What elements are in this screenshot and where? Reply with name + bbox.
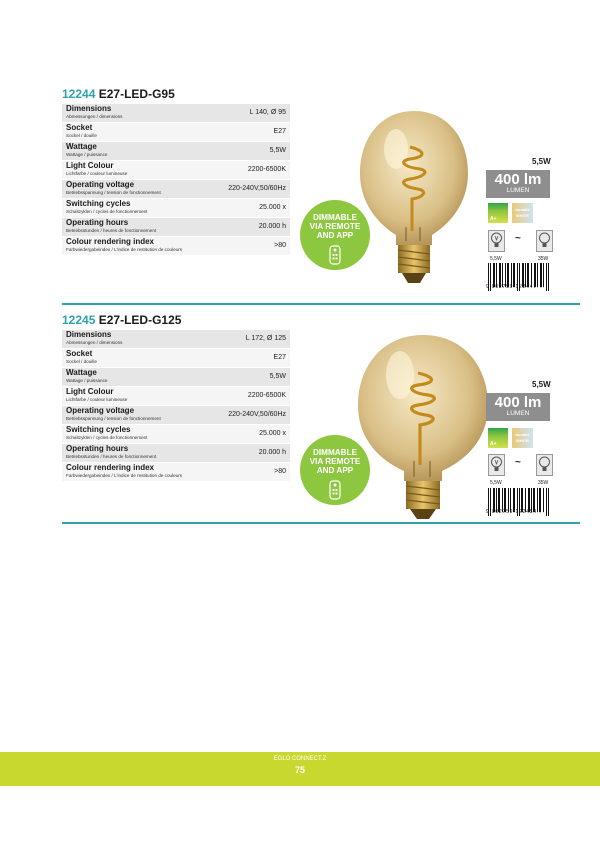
spec-value: E27: [273, 128, 286, 135]
spec-value: 220-240V,50/60Hz: [228, 185, 286, 192]
spec-label: Socket: [66, 123, 93, 132]
spec-row-cri: [62, 237, 290, 256]
approx-sign-icon: ~: [515, 457, 521, 468]
product-name: E27-LED-G95: [98, 87, 175, 101]
spec-row-wattage: [62, 368, 290, 387]
spec-sublabel: Farbwiedergabeindex / L'indice de restitution de couleurs: [66, 247, 183, 252]
spec-sublabel: Lichtfarbe / couleur lumineuse: [66, 397, 128, 402]
spec-label: Switching cycles: [66, 199, 131, 208]
spec-sublabel: Schaltzyklen / cycles de fonctionnement: [66, 209, 148, 214]
remote-control-icon: [327, 480, 343, 500]
page-footer: [0, 752, 600, 786]
spec-row-operating-voltage: [62, 180, 290, 199]
badge-line: AND APP: [316, 466, 354, 475]
spec-row-switching-cycles: [62, 425, 290, 444]
lumen-label: LUMEN: [506, 410, 530, 417]
spec-value: 25.000 x: [259, 430, 286, 437]
spec-row-dimensions: [62, 104, 290, 123]
spec-label: Wattage: [66, 368, 97, 377]
lumen-label: LUMEN: [506, 187, 530, 194]
spec-row-socket: [62, 349, 290, 368]
page-number: 75: [294, 765, 305, 775]
spec-value: 2200-6500K: [247, 166, 286, 173]
barcode-number: 9 002759 122447: [486, 284, 537, 290]
product-title: [62, 313, 181, 327]
product-number: 12244: [62, 87, 96, 101]
spec-sublabel: Wattage / puissance: [66, 378, 108, 383]
badge-line: DIMMABLE: [312, 213, 358, 222]
bulb-g125-image: [354, 329, 492, 521]
tunable-label: WHITE: [516, 213, 529, 218]
product-name: E27-LED-G125: [98, 313, 182, 327]
tunable-label: WHITE: [516, 438, 529, 443]
spec-value: E27: [273, 354, 286, 361]
spec-label: Socket: [66, 349, 93, 358]
spec-label: Operating voltage: [66, 406, 135, 415]
badge-line: DIMMABLE: [312, 448, 358, 457]
badge-line: AND APP: [316, 231, 354, 240]
spec-sublabel: Wattage / puissance: [66, 152, 108, 157]
spec-label: Dimensions: [66, 104, 112, 113]
remote-control-icon: [327, 245, 343, 265]
lumen-value: 400 lm: [494, 394, 542, 411]
dimmable-badge: [300, 200, 370, 270]
spec-value: 20.000 h: [258, 223, 286, 230]
spec-label: Switching cycles: [66, 425, 131, 434]
spec-label: Operating hours: [66, 444, 129, 453]
spec-value: L 140, Ø 95: [249, 109, 286, 116]
spec-sublabel: Abmessungen / dimensions: [66, 114, 123, 119]
spec-value: >80: [274, 468, 286, 475]
compare-led-watt: 5,5W: [490, 256, 502, 262]
tunable-white-icon: [512, 428, 533, 448]
product-title: [62, 87, 175, 101]
spec-label: Dimensions: [66, 330, 112, 339]
spec-table: [62, 330, 290, 482]
product-section-12244: [62, 87, 580, 307]
spec-sublabel: Sockel / douille: [66, 359, 97, 364]
spec-row-operating-voltage: [62, 406, 290, 425]
spec-value: >80: [274, 242, 286, 249]
barcode-number: 9 002759 122454: [486, 509, 537, 515]
wattage-label: 5,5W: [532, 380, 551, 389]
led-bulb-icon: [488, 454, 505, 476]
spec-value: 220-240V,50/60Hz: [228, 411, 286, 418]
spec-row-light-colour: [62, 387, 290, 406]
tunable-label: tunable: [515, 432, 530, 437]
compare-incandescent-watt: 35W: [538, 256, 549, 262]
spec-sublabel: Betriebsstunden / heures de fonctionnement: [66, 228, 157, 233]
product-number: 12245: [62, 313, 96, 327]
footer-brand: EGLO CONNECT.Z: [273, 756, 327, 762]
spec-value: 5,5W: [269, 147, 286, 154]
spec-label: Operating voltage: [66, 180, 135, 189]
spec-label: Wattage: [66, 142, 97, 151]
spec-row-light-colour: [62, 161, 290, 180]
lumen-box: [486, 393, 550, 421]
spec-row-wattage: [62, 142, 290, 161]
approx-sign-icon: ~: [515, 233, 521, 244]
spec-sublabel: Schaltzyklen / cycles de fonctionnement: [66, 435, 148, 440]
dimmable-badge: [300, 435, 370, 505]
spec-row-operating-hours: [62, 444, 290, 463]
incandescent-bulb-icon: [536, 454, 553, 476]
product-section-12245: [62, 313, 580, 533]
spec-sublabel: Betriebsspannung / tension de fonctionnement: [66, 190, 161, 195]
spec-sublabel: Farbwiedergabeindex / L'indice de restitution de couleurs: [66, 473, 183, 478]
spec-value: 25.000 x: [259, 204, 286, 211]
spec-label: Colour rendering index: [66, 237, 155, 246]
section-divider: [62, 522, 580, 524]
lumen-box: [486, 170, 550, 198]
spec-row-operating-hours: [62, 218, 290, 237]
spec-row-dimensions: [62, 330, 290, 349]
spec-value: 5,5W: [269, 373, 286, 380]
spec-label: Light Colour: [66, 161, 114, 170]
spec-value: 2200-6500K: [247, 392, 286, 399]
spec-value: 20.000 h: [258, 449, 286, 456]
spec-sublabel: Betriebsstunden / heures de fonctionnement: [66, 454, 157, 459]
spec-value: L 172, Ø 125: [245, 335, 286, 342]
spec-row-socket: [62, 123, 290, 142]
wattage-label: 5,5W: [532, 157, 551, 166]
section-divider: [62, 303, 580, 305]
spec-table: [62, 104, 290, 256]
spec-row-switching-cycles: [62, 199, 290, 218]
spec-row-cri: [62, 463, 290, 482]
spec-label: Light Colour: [66, 387, 114, 396]
bulb-g95-image: [354, 107, 474, 285]
spec-sublabel: Lichtfarbe / couleur lumineuse: [66, 171, 128, 176]
spec-label: Colour rendering index: [66, 463, 155, 472]
compare-led-watt: 5,5W: [490, 480, 502, 486]
spec-label: Operating hours: [66, 218, 129, 227]
incandescent-bulb-icon: [536, 230, 553, 252]
spec-sublabel: Abmessungen / dimensions: [66, 340, 123, 345]
spec-sublabel: Sockel / douille: [66, 133, 97, 138]
spec-sublabel: Betriebsspannung / tension de fonctionnement: [66, 416, 161, 421]
led-bulb-icon: [488, 230, 505, 252]
energy-class: A+: [490, 216, 497, 222]
tunable-white-icon: [512, 203, 533, 223]
tunable-label: tunable: [515, 207, 530, 212]
energy-class-icon: [488, 203, 508, 223]
lumen-value: 400 lm: [494, 171, 542, 188]
badge-line: VIA REMOTE: [309, 457, 361, 466]
compare-incandescent-watt: 35W: [538, 480, 549, 486]
badge-line: VIA REMOTE: [309, 222, 361, 231]
energy-class-icon: [488, 428, 508, 448]
energy-class: A+: [490, 441, 497, 447]
